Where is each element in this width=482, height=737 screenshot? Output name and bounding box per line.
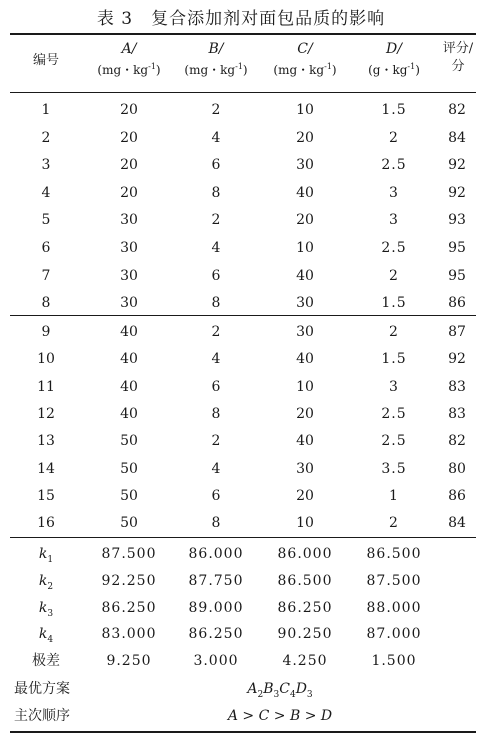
table-cell: 30 — [120, 267, 138, 284]
table-cell: 20 — [120, 157, 138, 174]
range-b: 3.000 — [193, 653, 239, 669]
table-row — [0, 455, 482, 483]
table-cell: 14 — [37, 460, 55, 477]
table-cell: 4 — [211, 129, 221, 146]
table-cell: 2 — [211, 102, 221, 118]
header-b-label: B/ — [208, 41, 224, 57]
table-cell: 2 — [211, 324, 221, 340]
header-score-line1: 评分/ — [442, 41, 474, 56]
table-cell: 20 — [296, 212, 314, 229]
k-value: 86.000 — [188, 546, 244, 562]
table-cell: 30 — [296, 157, 314, 174]
optimal-row — [0, 675, 482, 703]
table-cell: 86 — [448, 295, 466, 312]
table-cell: 2.5 — [381, 405, 407, 422]
table-cell: 92 — [448, 184, 466, 201]
table-cell: 80 — [448, 460, 466, 477]
table-cell: 8 — [211, 295, 221, 312]
header-score-line2: 分 — [451, 59, 465, 74]
table-cell: 50 — [120, 460, 138, 477]
table-cell: 83 — [448, 378, 466, 395]
optimal-value: $A_2B_3C_4D_3$ — [247, 681, 313, 700]
table-cell: 2 — [211, 433, 221, 450]
table-cell: 30 — [120, 212, 138, 229]
table-row — [0, 509, 482, 537]
k-label: $k_2$ — [38, 572, 54, 592]
optimal-label: 最优方案 — [14, 681, 70, 697]
header-c-unit: (mg・$kg^{-1}$) — [273, 62, 337, 77]
k-value: 86.250 — [277, 599, 333, 616]
table-cell: 20 — [296, 405, 314, 422]
table-cell: 2 — [41, 129, 51, 146]
k-value: 89.000 — [188, 599, 244, 616]
table-cell: 16 — [37, 515, 55, 532]
k-value: 86.250 — [188, 626, 244, 643]
table-cell: 30 — [296, 324, 314, 340]
table-row — [0, 96, 482, 124]
header-a — [85, 40, 173, 79]
table-cell: 82 — [448, 433, 466, 450]
k-value: 83.000 — [101, 626, 157, 643]
table-cell: 92 — [448, 157, 466, 174]
range-label: 极差 — [32, 653, 60, 669]
range-row — [0, 647, 482, 675]
order-value: A > C > B > D — [227, 708, 333, 724]
table-cell: 50 — [120, 487, 138, 504]
table-cell: 30 — [120, 240, 138, 256]
header-no-label: 编号 — [32, 53, 59, 68]
table-cell: 40 — [120, 351, 138, 368]
table-cell: 6 — [211, 267, 221, 284]
table-cell: 1 — [389, 487, 399, 504]
header-b — [173, 40, 259, 79]
table-cell: 7 — [41, 267, 51, 284]
table-cell: 20 — [120, 184, 138, 201]
table-cell: 12 — [37, 405, 55, 422]
header-d-unit: (g・$kg^{-1}$) — [368, 62, 420, 77]
table-cell: 95 — [448, 267, 466, 284]
k-value: 87.750 — [188, 572, 244, 589]
table-cell: 6 — [41, 240, 51, 256]
table-cell: 3.5 — [381, 460, 407, 477]
table-cell: 86 — [448, 487, 466, 504]
table-cell: 83 — [448, 405, 466, 422]
table-cell: 40 — [296, 351, 314, 368]
range-d: 1.500 — [371, 653, 417, 669]
table-cell: 40 — [296, 184, 314, 201]
table-cell: 8 — [211, 515, 221, 532]
k-value: 87.500 — [101, 546, 157, 562]
k-value: 92.250 — [101, 572, 157, 589]
table-cell: 93 — [448, 212, 466, 229]
table-cell: 10 — [37, 351, 55, 368]
k-value: 86.250 — [101, 599, 157, 616]
table-cell: 10 — [296, 515, 314, 532]
table-row — [0, 151, 482, 179]
table-cell: 82 — [448, 102, 466, 118]
table-cell: 10 — [296, 378, 314, 395]
table-cell: 4 — [211, 460, 221, 477]
table-cell: 30 — [296, 295, 314, 312]
table-row — [0, 206, 482, 234]
table-title: 表 3 复合添加剂对面包品质的影响 — [96, 9, 386, 29]
k-value: 87.500 — [366, 572, 422, 589]
table-row — [0, 179, 482, 207]
table-cell: 87 — [448, 324, 466, 340]
table-cell: 8 — [41, 295, 51, 312]
table-cell: 10 — [296, 240, 314, 256]
table-cell: 3 — [389, 184, 399, 201]
table-cell: 4 — [211, 240, 221, 256]
table-row — [0, 345, 482, 373]
table-cell: 13 — [37, 433, 55, 450]
table-cell: 4 — [41, 184, 51, 201]
table-cell: 8 — [211, 405, 221, 422]
k-value: 86.500 — [277, 572, 333, 589]
header-a-label: A/ — [121, 41, 137, 57]
table-cell: 2.5 — [381, 240, 407, 256]
k-label: $k_4$ — [38, 626, 54, 646]
table-cell: 40 — [120, 378, 138, 395]
table-cell: 2 — [389, 129, 399, 146]
header-rule — [10, 92, 476, 93]
range-c: 4.250 — [282, 653, 328, 669]
table-row — [0, 400, 482, 428]
table-cell: 6 — [211, 378, 221, 395]
k-label: $k_1$ — [38, 546, 54, 565]
table-row — [0, 234, 482, 262]
k-value: 90.250 — [277, 626, 333, 643]
table-row — [0, 482, 482, 510]
table-row — [0, 124, 482, 152]
table-cell: 1.5 — [381, 351, 407, 368]
table-cell: 40 — [120, 405, 138, 422]
table-cell: 2 — [211, 212, 221, 229]
k-value: 87.000 — [366, 626, 422, 643]
table-cell: 2 — [389, 324, 399, 340]
order-row — [0, 702, 482, 730]
table-cell: 20 — [120, 129, 138, 146]
table-row — [0, 318, 482, 346]
header-b-unit: (mg・$kg^{-1}$) — [184, 62, 248, 77]
table-row — [0, 289, 482, 317]
table-cell: 15 — [37, 487, 55, 504]
header-c-label: C/ — [297, 41, 313, 57]
table-cell: 2 — [389, 267, 399, 284]
table-cell: 6 — [211, 157, 221, 174]
table-row — [0, 427, 482, 455]
table-cell: 9 — [41, 324, 51, 340]
header-c — [259, 40, 351, 79]
header-score — [437, 40, 479, 76]
table-cell: 30 — [120, 295, 138, 312]
table-cell: 4 — [211, 351, 221, 368]
header-d-label: D/ — [386, 41, 402, 57]
top-rule — [10, 33, 476, 35]
k-row — [0, 594, 482, 622]
k-row — [0, 620, 482, 648]
table-cell: 40 — [120, 324, 138, 340]
table-cell: 20 — [296, 129, 314, 146]
table-cell: 11 — [37, 378, 55, 395]
table-cell: 50 — [120, 515, 138, 532]
k-row — [0, 540, 482, 568]
table-cell: 20 — [120, 102, 138, 118]
table-cell: 2.5 — [381, 433, 407, 450]
header-d — [351, 40, 437, 79]
table-cell: 3 — [389, 378, 399, 395]
header-no — [18, 52, 74, 70]
table-cell: 40 — [296, 433, 314, 450]
order-label: 主次顺序 — [14, 708, 70, 724]
table-row — [0, 262, 482, 290]
table-cell: 3 — [41, 157, 51, 174]
bottom-rule — [10, 731, 476, 733]
k-value: 86.000 — [277, 546, 333, 562]
table-cell: 1.5 — [381, 295, 407, 312]
table-cell: 95 — [448, 240, 466, 256]
k-value: 86.500 — [366, 546, 422, 562]
table-row — [0, 373, 482, 401]
header-a-unit: (mg・$kg^{-1}$) — [97, 62, 161, 77]
table-cell: 2 — [389, 515, 399, 532]
table-cell: 6 — [211, 487, 221, 504]
table-cell: 10 — [296, 102, 314, 118]
table-cell: 1 — [41, 102, 51, 118]
table-cell: 5 — [41, 212, 51, 229]
k-row — [0, 567, 482, 595]
table-cell: 3 — [389, 212, 399, 229]
k-label: $k_3$ — [38, 599, 54, 619]
table-cell: 40 — [296, 267, 314, 284]
range-a: 9.250 — [106, 653, 152, 669]
table-cell: 30 — [296, 460, 314, 477]
table-cell: 1.5 — [381, 102, 407, 118]
table-cell: 2.5 — [381, 157, 407, 174]
table-cell: 50 — [120, 433, 138, 450]
table-cell: 84 — [448, 515, 466, 532]
table-cell: 8 — [211, 184, 221, 201]
k-rule — [10, 537, 476, 538]
table-cell: 20 — [296, 487, 314, 504]
table-cell: 92 — [448, 351, 466, 368]
middle-rule — [10, 315, 476, 316]
k-value: 88.000 — [366, 599, 422, 616]
table-cell: 84 — [448, 129, 466, 146]
